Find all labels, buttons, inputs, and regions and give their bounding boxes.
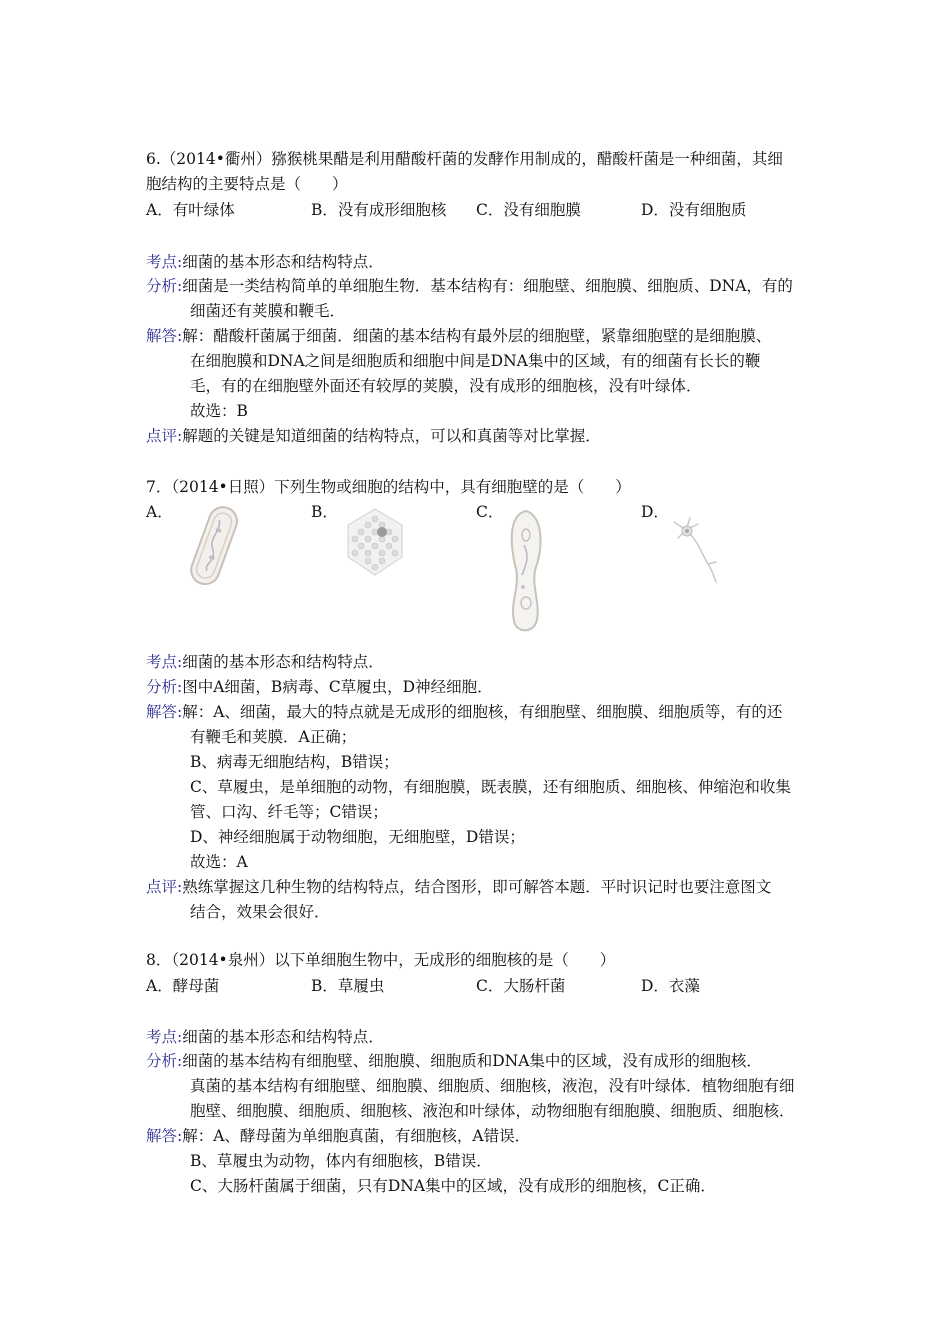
fenxi-label: 分析:: [146, 277, 183, 295]
q8-jieda: [146, 1124, 814, 1148]
q8-options: [146, 974, 814, 998]
q6-fenxi-line2: 细菌还有荚膜和鞭毛．: [190, 302, 346, 320]
kaodian-label: 考点:: [146, 253, 183, 271]
jieda-label: 解答:: [146, 327, 183, 345]
q6-option-b: B．没有成形细胞核: [311, 201, 447, 219]
q7-fenxi: [146, 675, 814, 699]
dianping-text: 熟练掌握这几种生物的结构特点，结合图形，即可解答本题．平时识记时也要注意图文: [182, 878, 772, 896]
q7-stem: 7．（2014•日照）下列生物或细胞的结构中，具有细胞壁的是（ ）: [146, 478, 631, 496]
kaodian-label: 考点:: [146, 1028, 183, 1046]
q6-jieda-line3: 毛，有的在细胞壁外面还有较厚的荚膜，没有成形的细胞核，没有叶绿体．: [190, 377, 702, 395]
q6-kaodian: [146, 250, 814, 274]
q8-option-c: C．大肠杆菌: [476, 977, 566, 995]
q7-option-c: C．: [476, 503, 504, 521]
fenxi-label: 分析:: [146, 678, 183, 696]
q7-jieda-line2: 有鞭毛和荚膜．A正确；: [190, 728, 357, 746]
q6-dianping: [146, 424, 814, 448]
q7-jieda-line5: 管、口沟、纤毛等；C错误；: [190, 803, 388, 821]
q8-fenxi-line3: 胞壁、细胞膜、细胞质、细胞核、液泡和叶绿体，动物细胞有细胞膜、细胞质、细胞核．: [190, 1102, 795, 1120]
q7-jieda: [146, 700, 814, 724]
jieda-text: 解：A、酵母菌为单细胞真菌，有细胞核，A错误．: [182, 1127, 531, 1145]
q6-option-a: A．有叶绿体: [146, 201, 235, 219]
dianping-label: 点评:: [146, 878, 183, 896]
q7-option-b: B．: [311, 503, 338, 521]
q6-option-c: C．没有细胞膜: [476, 201, 581, 219]
q7-dianping: [146, 875, 814, 899]
kaodian-text: 细菌的基本形态和结构特点．: [182, 653, 384, 671]
q8-option-a: A．酵母菌: [146, 977, 220, 995]
q8-fenxi-line2: 真菌的基本结构有细胞壁、细胞膜、细胞质、细胞核，液泡，没有叶绿体．植物细胞有细: [190, 1077, 795, 1095]
dianping-text: 解题的关键是知道细菌的结构特点，可以和真菌等对比掌握．: [182, 427, 601, 445]
fenxi-text: 图中A细菌，B病毒、C草履虫，D神经细胞．: [182, 678, 493, 696]
q7-option-a: A．: [146, 503, 173, 521]
q7-dianping-line2: 结合，效果会很好．: [190, 903, 330, 921]
q7-kaodian: [146, 650, 814, 674]
q7-option-d: D．: [641, 503, 669, 521]
q8-jieda-line3: C、大肠杆菌属于细菌，只有DNA集中的区域，没有成形的细胞核，C正确．: [190, 1177, 716, 1195]
q8-jieda-line2: B、草履虫为动物，体内有细胞核，B错误．: [190, 1152, 492, 1170]
q8-option-d: D．衣藻: [641, 977, 700, 995]
jieda-label: 解答:: [146, 1127, 183, 1145]
kaodian-text: 细菌的基本形态和结构特点．: [182, 1028, 384, 1046]
q7-answer: 故选：A: [190, 853, 248, 871]
fenxi-text: 细菌的基本结构有细胞壁、细胞膜、细胞质和DNA集中的区域，没有成形的细胞核．: [182, 1052, 762, 1070]
q6-options: [146, 198, 814, 222]
q6-jieda: [146, 324, 814, 348]
q6-answer: 故选：B: [190, 402, 248, 420]
q6-stem-line2: 胞结构的主要特点是（ ）: [146, 175, 348, 193]
kaodian-text: 细菌的基本形态和结构特点．: [182, 253, 384, 271]
paramecium-image: [496, 505, 556, 637]
fenxi-label: 分析:: [146, 1052, 183, 1070]
jieda-text: 解：A、细菌，最大的特点就是无成形的细胞核，有细胞壁、细胞膜、细胞质等，有的还: [182, 703, 783, 721]
bacterium-image: [180, 500, 250, 592]
jieda-label: 解答:: [146, 703, 183, 721]
q8-kaodian: [146, 1025, 814, 1049]
virus-image: [340, 505, 410, 580]
kaodian-label: 考点:: [146, 653, 183, 671]
q6-fenxi: [146, 274, 814, 298]
q6-option-d: D．没有细胞质: [641, 201, 747, 219]
q7-jieda-line3: B、病毒无细胞结构，B错误；: [190, 753, 399, 771]
jieda-text: 解：醋酸杆菌属于细菌．细菌的基本结构有最外层的细胞壁，紧靠细胞壁的是细胞膜、: [182, 327, 772, 345]
q8-option-b: B．草履虫: [311, 977, 385, 995]
q8-stem: 8．（2014•泉州）以下单细胞生物中，无成形的细胞核的是（ ）: [146, 951, 616, 969]
q6-stem-line1: 6.（2014•衢州）猕猴桃果醋是利用醋酸杆菌的发酵作用制成的，醋酸杆菌是一种细菌，其细: [146, 150, 783, 168]
q6-jieda-line2: 在细胞膜和DNA之间是细胞质和细胞中间是DNA集中的区域，有的细菌有长长的鞭: [190, 352, 761, 370]
neuron-image: [668, 512, 728, 584]
q7-jieda-line4: C、草履虫，是单细胞的动物，有细胞膜，既表膜，还有细胞质、细胞核、伸缩泡和收集: [190, 778, 791, 796]
dianping-label: 点评:: [146, 427, 183, 445]
q7-jieda-line6: D、神经细胞属于动物细胞，无细胞壁，D错误；: [190, 828, 525, 846]
q8-fenxi: [146, 1049, 814, 1073]
fenxi-text: 细菌是一类结构简单的单细胞生物．基本结构有：细胞壁、细胞膜、细胞质、DNA，有的: [182, 277, 793, 295]
